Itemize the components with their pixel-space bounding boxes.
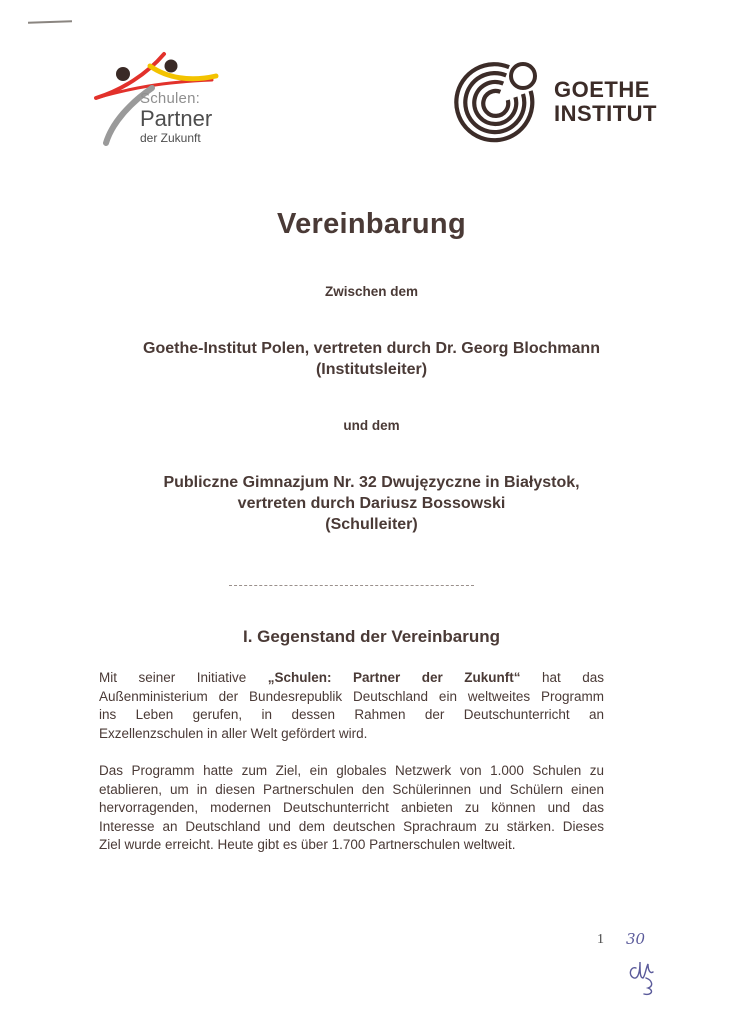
pasch-logo-line2: Partner: [140, 106, 213, 131]
handwritten-initials-icon: [626, 954, 658, 998]
between-label: Zwischen dem: [324, 284, 419, 299]
pasch-logo-line1: Schulen:: [140, 90, 200, 107]
paragraph-1-line1: [99, 669, 604, 688]
party-two: [0, 472, 743, 535]
paragraph-1-line3: ins Leben gerufen, in dessen Rahmen der Deutschunterricht an: [99, 707, 604, 722]
pasch-logo-line3: der Zukunft: [140, 131, 201, 145]
p1-l1-post: hat das: [520, 670, 604, 685]
goethe-logo-line1: GOETHE: [554, 77, 650, 102]
document-title: Vereinbarung: [277, 208, 466, 240]
scan-mark: [28, 20, 72, 24]
paragraph-1-line4: Exzellenzschulen in aller Welt gefördert wird.: [99, 725, 368, 741]
page-number: 1: [597, 932, 604, 947]
initiative-name: „Schulen: Partner der Zukunft“: [267, 670, 521, 685]
section-heading: I. Gegenstand der Vereinbarung: [243, 627, 500, 646]
paragraph-2-line2: etablieren, um in diesen Partnerschulen den Schülerinnen und Schülern einen: [99, 781, 604, 797]
handwritten-number: 30: [626, 930, 646, 948]
and-label: und dem: [343, 418, 400, 433]
party-two-line1: Publiczne Gimnazjum Nr. 32 Dwujęzyczne in Białystok,: [163, 474, 580, 491]
goethe-logo-line2: INSTITUT: [554, 101, 657, 126]
pasch-logo: [92, 48, 232, 158]
party-one-line2: (Institutsleiter): [315, 361, 428, 378]
paragraph-2: [99, 762, 604, 855]
paragraph-2-line5: Ziel wurde erreicht. Heute gibt es über 1.700 Partnerschulen weltweit.: [99, 837, 516, 852]
divider-line: [229, 585, 474, 586]
paragraph-2-line4: Interesse an Deutschland und dem deutschen Sprachraum zu stärken. Dieses: [99, 818, 604, 834]
paragraph-1-line2: Außenministerium der Bundesrepublik Deutschland ein weltweites Programm: [99, 688, 604, 704]
p1-l1-pre: Mit seiner Initiative: [99, 670, 268, 685]
party-one-line1: Goethe-Institut Polen, vertreten durch Dr. Georg Blochmann: [143, 340, 600, 357]
party-two-line3: (Schulleiter): [325, 516, 418, 533]
paragraph-2-line3: hervorragenden, modernen Deutschunterricht anbieten zu können und das: [99, 800, 604, 815]
party-two-line2: vertreten durch Dariusz Bossowski: [237, 495, 506, 512]
party-one: [0, 338, 743, 380]
paragraph-2-line1: Das Programm hatte zum Ziel, ein globales Netzwerk von 1.000 Schulen zu: [99, 763, 604, 778]
goethe-institut-logo: [446, 56, 666, 156]
paragraph-1: [99, 669, 604, 743]
goethe-spiral-icon: [446, 56, 546, 156]
